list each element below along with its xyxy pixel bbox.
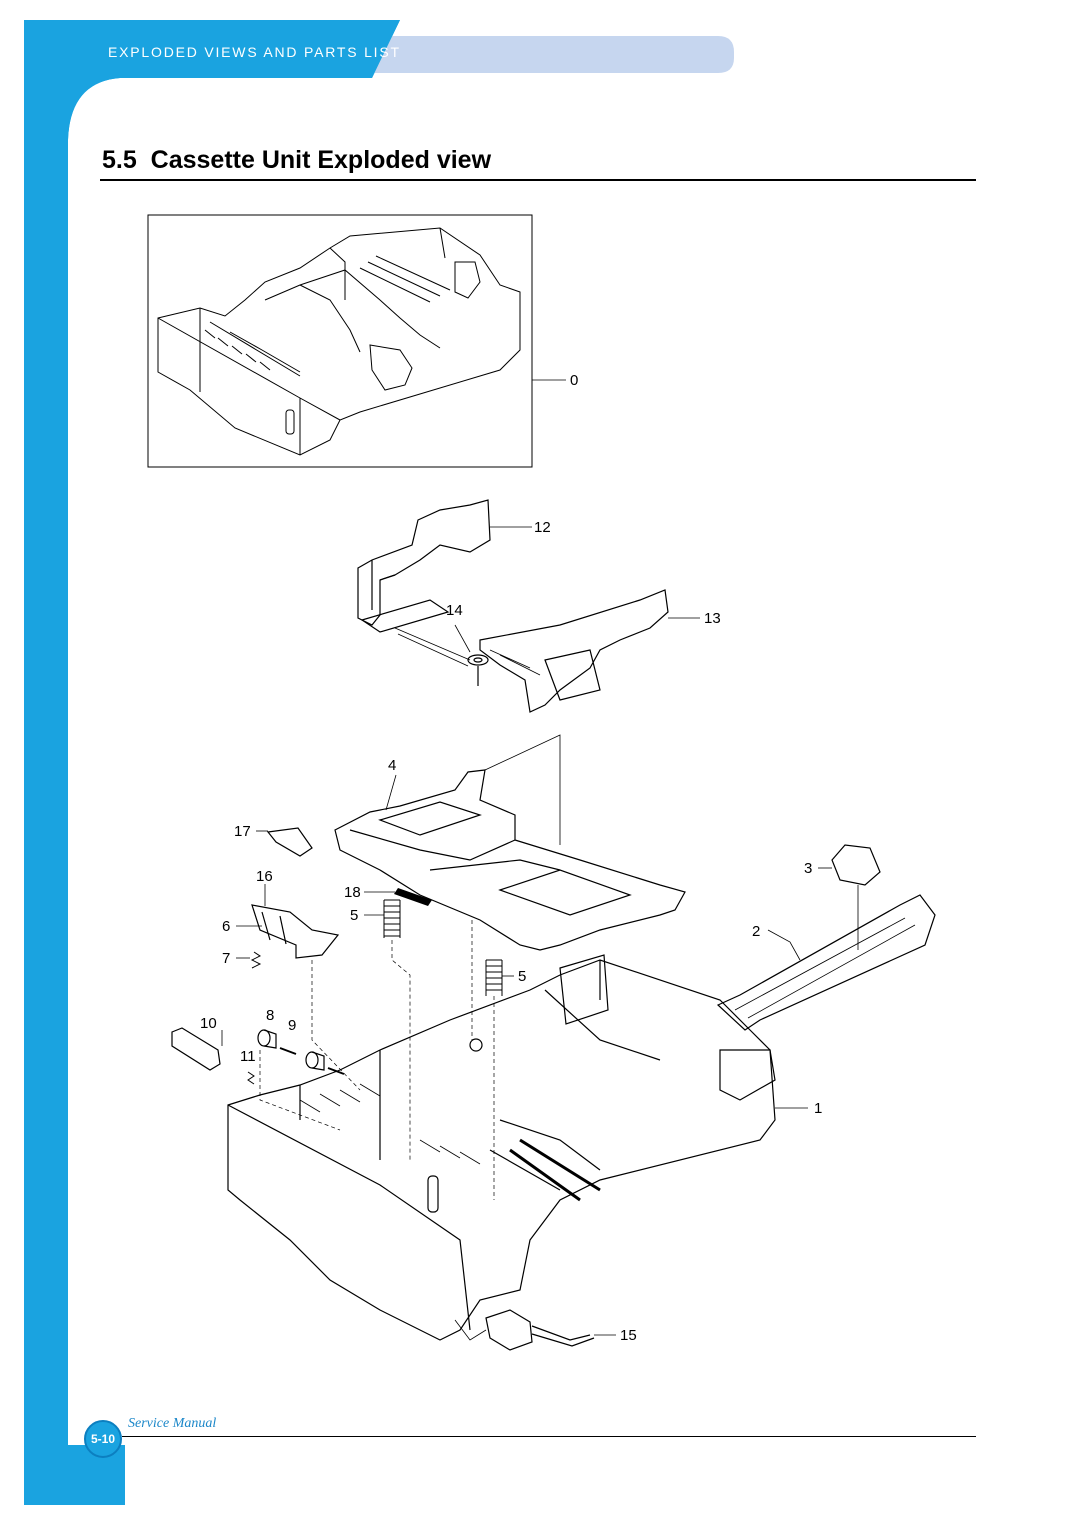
part-9-pin: [280, 1048, 296, 1054]
part-17: [268, 828, 312, 856]
footer-divider: [122, 1436, 976, 1437]
plate-projection: [485, 735, 560, 845]
callout-5: 5: [350, 907, 359, 924]
page-title: 5.5 Cassette Unit Exploded view: [102, 146, 492, 174]
callout-17: 17: [234, 823, 251, 840]
leader-4: [386, 775, 396, 810]
leader-2: [768, 930, 800, 960]
assembled-cassette: [158, 228, 520, 455]
part-16-holder: [252, 905, 338, 958]
callout-11: 11: [240, 1048, 256, 1065]
callout-14: 14: [446, 602, 463, 619]
callout-0: 0: [570, 372, 579, 389]
part-3-end-guide: [832, 845, 880, 885]
part-4-knockup-plate: [335, 770, 685, 950]
callout-18: 18: [344, 884, 361, 901]
callout-9: 9: [288, 1017, 297, 1034]
callout-3: 3: [804, 860, 813, 877]
callout-12: 12: [534, 519, 551, 536]
part-7-spring: [252, 952, 260, 968]
part-5-spring-right: [486, 960, 502, 996]
callout-2: 2: [752, 923, 761, 940]
callout-13: 13: [704, 610, 721, 627]
part-5-spring-left: [384, 900, 400, 938]
part-2-rear-guide: [718, 885, 935, 1030]
callout-5: 5: [518, 968, 527, 985]
callout-1: 1: [814, 1100, 823, 1117]
footer-label: Service Manual: [128, 1416, 217, 1431]
page-number-badge: 5-10: [84, 1420, 122, 1458]
part-13-side-guide: [480, 590, 668, 712]
part-15-lever: [455, 1310, 594, 1350]
callout-6: 6: [222, 918, 231, 935]
callout-16: 16: [256, 868, 273, 885]
part-1-cassette-frame: [228, 955, 775, 1340]
section-tab-label: EXPLODED VIEWS AND PARTS LIST: [108, 44, 401, 60]
part-8-roller: [258, 1030, 276, 1048]
part-11-spring: [248, 1072, 254, 1084]
part-10-roller-shaft: [172, 1028, 220, 1070]
callout-15: 15: [620, 1327, 637, 1344]
callout-7: 7: [222, 950, 231, 967]
callout-8: 8: [266, 1007, 275, 1024]
projection-lines: [260, 920, 494, 1200]
callout-4: 4: [388, 757, 397, 774]
assembly-inset-frame: [148, 215, 532, 467]
callout-10: 10: [200, 1015, 217, 1032]
part-12-side-guide: [358, 500, 490, 666]
